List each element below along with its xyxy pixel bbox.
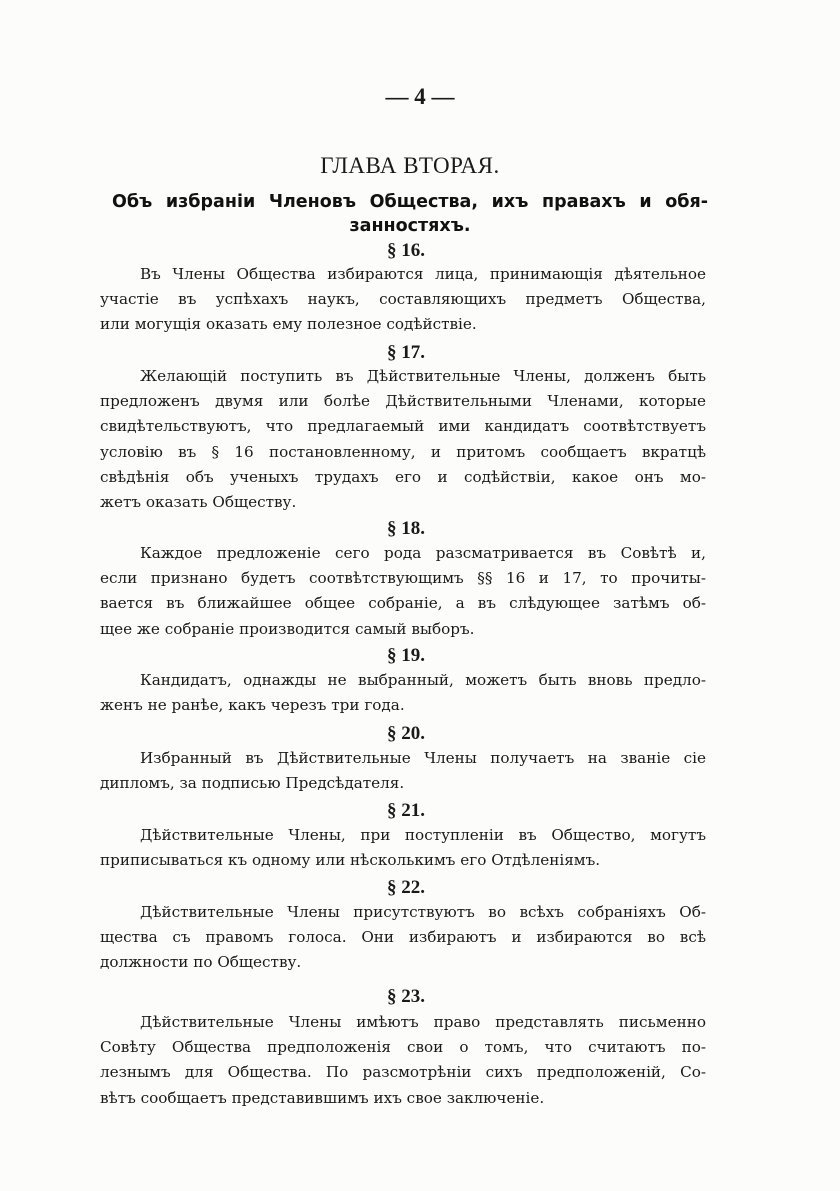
text-line: Дѣйствительные Члены присутствуютъ во всѣхъ собраніяхъ Об- — [140, 903, 706, 921]
text-line: приписываться къ одному или нѣсколькимъ его Отдѣленіямъ. — [100, 851, 601, 870]
text-line: свидѣтельствуютъ, что предлагаемый ими кандидатъ соотвѣтствуетъ — [100, 417, 706, 436]
text-line: Кандидатъ, однажды не выбранный, можетъ быть вновь предло- — [140, 671, 706, 689]
paragraph-text — [100, 1010, 706, 1111]
paragraph-mark: § 17. — [387, 342, 425, 363]
text-line: если признано будетъ соотвѣтствующимъ §§ 16 и 17, то прочиты- — [100, 569, 706, 588]
text-line: щее же собраніе производится самый выборъ. — [100, 619, 475, 638]
text-line: участіе въ успѣхахъ наукъ, составляющихъ предметъ Общества, — [100, 290, 706, 309]
paragraph-mark: § 20. — [387, 723, 425, 744]
text-line: щества съ правомъ голоса. Они избираютъ и избираются во всѣ — [100, 928, 706, 947]
text-line: должности по Обществу. — [100, 953, 302, 972]
text-line: Избранный въ Дѣйствительные Члены получаетъ на званіе сіе — [140, 749, 706, 767]
text-line: Дѣйствительные Члены имѣютъ право представлять письменно — [140, 1013, 706, 1031]
chapter-title: ГЛАВА ВТОРАЯ. — [320, 153, 500, 178]
text-line: дипломъ, за подписью Предсѣдателя. — [100, 774, 405, 793]
text-line: лезнымъ для Общества. По разсмотрѣніи сихъ предположеній, Со- — [100, 1063, 706, 1082]
paragraph-mark: § 22. — [387, 877, 425, 898]
paragraph-text — [100, 262, 706, 338]
paragraph-text — [100, 364, 706, 515]
page-number: — 4 — — [385, 84, 455, 109]
text-line: условію въ § 16 постановленному, и притомъ сообщаетъ вкратцѣ — [100, 442, 706, 461]
paragraph-text — [100, 746, 706, 796]
paragraph-mark: § 16. — [387, 240, 425, 261]
paragraph-mark: § 23. — [387, 986, 425, 1007]
paragraph-text — [100, 668, 706, 718]
paragraph-mark: § 18. — [387, 518, 425, 539]
text-line: свѣдѣнія объ ученыхъ трудахъ его и содѣйствіи, какое онъ мо- — [100, 467, 706, 486]
section-title-line: занностяхъ. — [349, 216, 471, 236]
paragraph-text — [100, 823, 706, 873]
paragraph-mark: § 21. — [387, 800, 425, 821]
text-line: Желающій поступить въ Дѣйствительные Члены, долженъ быть — [140, 367, 706, 385]
text-line: Въ Члены Общества избираются лица, принимающія дѣятельное — [140, 265, 706, 283]
section-title — [112, 190, 708, 238]
text-line: женъ не ранѣе, какъ черезъ три года. — [100, 696, 405, 715]
text-line: вѣтъ сообщаетъ представившимъ ихъ свое заключеніе. — [100, 1088, 545, 1107]
text-line: Совѣту Общества предположенія свои о томъ, что считаютъ по- — [100, 1038, 706, 1057]
text-line: Каждое предложеніе сего рода разсматривается въ Совѣтѣ и, — [140, 544, 706, 562]
text-line: вается въ ближайшее общее собраніе, а въ слѣдующее затѣмъ об- — [100, 594, 706, 613]
text-line: жетъ оказать Обществу. — [100, 493, 297, 512]
paragraph-text — [100, 900, 706, 976]
paragraph-text — [100, 541, 706, 642]
paragraph-mark: § 19. — [387, 645, 425, 666]
text-line: предложенъ двумя или болѣе Дѣйствительными Членами, которые — [100, 392, 706, 411]
text-line: или могущія оказать ему полезное содѣйствіе. — [100, 315, 477, 334]
section-title-line: Объ избраніи Членовъ Общества, ихъ правахъ и обя- — [112, 192, 708, 212]
text-line: Дѣйствительные Члены, при поступленіи въ Общество, могутъ — [140, 826, 706, 844]
